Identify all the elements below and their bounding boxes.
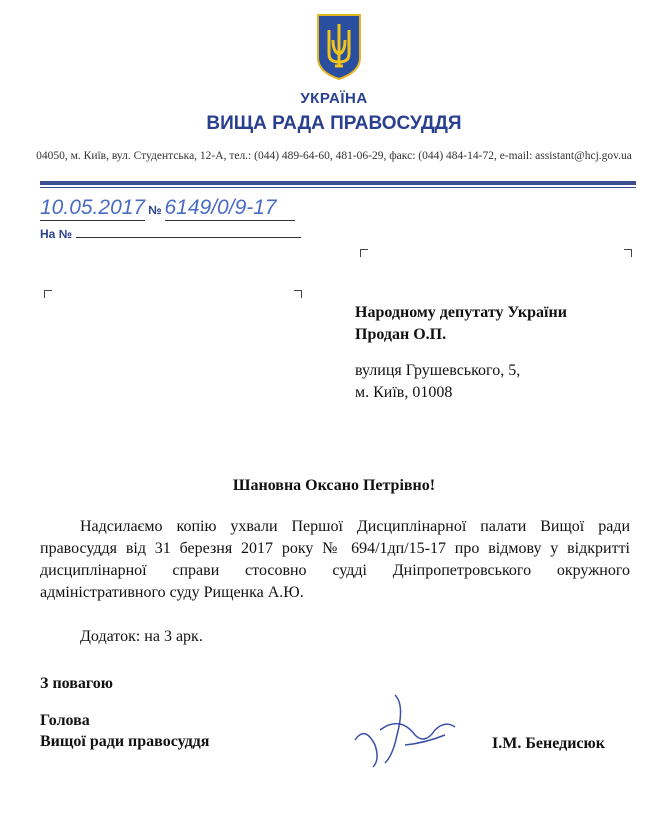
signer-title-1: Голова — [40, 712, 90, 729]
country-name: УКРАЇНА — [300, 90, 368, 107]
organization-address: 04050, м. Київ, вул. Студентська, 12-А, тел.: (044) 489-64-60, 481-06-29, факс: (044) 484-14-72, e-mail: assistant@hcj.gov.ua — [36, 150, 632, 162]
reply-reference — [40, 227, 301, 241]
closing-regards: З повагою — [40, 675, 113, 692]
header-rule — [40, 181, 636, 185]
number-label: № — [148, 203, 162, 217]
signer-name: І.М. Бенедисюк — [492, 735, 605, 752]
organization-name: ВИЩА РАДА ПРАВОСУДДЯ — [206, 113, 462, 134]
corner-mark — [294, 290, 302, 298]
addressee-title: Народному депутату України — [355, 304, 567, 321]
body-paragraph: Надсилаємо копію ухвали Першої Дисциплінарної палати Вищої ради правосуддя від 31 березня 2017 року № 694/1дп/15-17 про відмову у відкритті дисциплінарної справи стосовно судді Дніпропетровського окружного адміністративного суду Рищенка А.Ю. — [40, 518, 630, 601]
coat-of-arms-icon — [317, 14, 361, 80]
signer-title-2: Вищої ради правосуддя — [40, 733, 210, 750]
greeting: Шановна Оксано Петрівно! — [232, 477, 436, 494]
corner-mark — [360, 249, 368, 257]
registration-date: 10.05.2017 — [40, 196, 146, 219]
addressee-city: м. Київ, 01008 — [355, 384, 453, 401]
corner-mark — [44, 290, 52, 298]
registration-number: 6149/0/9-17 — [165, 196, 295, 221]
reply-label: На № — [40, 227, 73, 241]
signature — [335, 685, 475, 775]
header-rule-thin — [40, 187, 636, 188]
corner-mark — [624, 249, 632, 257]
attachment-note: Додаток: на 3 арк. — [80, 628, 203, 645]
reply-blank — [76, 227, 301, 238]
addressee-name: Продан О.П. — [355, 326, 447, 343]
registration-line — [40, 196, 295, 221]
addressee-street: вулиця Грушевського, 5, — [355, 362, 521, 379]
